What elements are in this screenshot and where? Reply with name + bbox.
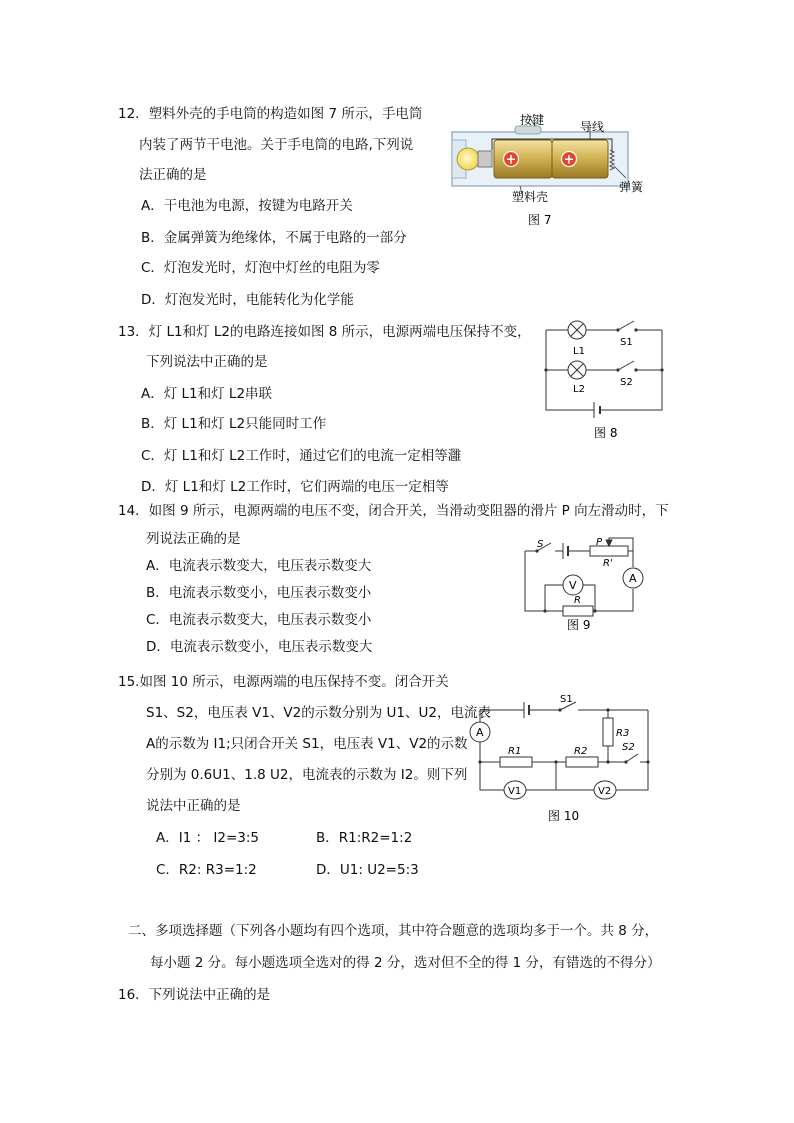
q13-option-a: A．灯 L1和灯 L2串联 [141,386,273,402]
q12-option-a: A．干电池为电源，按键为电路开关 [141,198,353,214]
q15-option-b: B．R1:R2=1:2 [316,830,413,846]
fig9-label-r: R [574,595,581,606]
q12-stem-line3: 法正确的是 [139,167,207,183]
battery-icon [494,140,552,178]
fig10-label-s2: S2 [622,742,635,753]
fig10-label-r3: R3 [616,728,630,739]
q12-option-d: D．灯泡发光时，电能转化为化学能 [141,292,354,308]
fig8-caption: 图 8 [594,426,618,440]
figure-8-circuit [540,316,700,446]
q15-stem-line2: S1、S2，电压表 V1、V2的示数分别为 U1、U2，电流表 [146,705,491,721]
q13-option-c: C．灯 L1和灯 L2工作时，通过它们的电流一定相等灉 [141,448,462,464]
q16-stem: 16．下列说法中正确的是 [118,987,271,1003]
fig9-label-a: A [629,572,637,585]
fig9-caption: 图 9 [567,618,591,632]
q14-option-c: C．电流表示数变大，电压表示数变小 [146,612,372,628]
q15-stem-line3: A的示数为 I1;只闭合开关 S1，电压表 V1、V2的示数 [146,736,468,752]
q14-stem-line2: 列说法正确的是 [146,531,241,547]
section2-heading-line2: 每小题 2 分。每小题选项全选对的得 2 分，选对但不全的得 1 分，有错选的不得分） [150,955,661,971]
fig10-label-v2: V2 [598,786,612,797]
q12-option-b: B．金属弹簧为绝缘体，不属于电路的一部分 [141,230,407,246]
q14-option-b: B．电流表示数变小，电压表示数变小 [146,585,372,601]
q13-stem-line2: 下列说法中正确的是 [146,354,268,370]
fig8-label-l1: L1 [573,346,585,357]
fig10-label-r2: R2 [574,746,588,757]
fig7-label-wire: 导线 [580,120,605,134]
fig7-caption: 图 7 [528,213,552,227]
fig9-label-v: V [569,579,577,592]
q15-stem-line1: 15.如图 10 所示，电源两端的电压保持不变。闭合开关 [118,674,449,690]
q15-stem-line5: 说法中正确的是 [146,798,241,814]
fig7-label-key: 按键 [520,113,545,127]
bulb-icon [457,148,479,170]
fig10-label-v1: V1 [508,786,522,797]
figure-7-flashlight [450,106,675,231]
q13-option-d: D．灯 L1和灯 L2工作时，它们两端的电压一定相等 [141,479,449,495]
fig8-label-s2: S2 [620,377,633,388]
fig7-label-spring: 弹簧 [619,180,644,194]
section2-heading-line1: 二、多项选择题（下列各小题均有四个选项，其中符合题意的选项均多于一个。共 8 分， [128,923,659,939]
fig10-label-a: A [476,726,484,739]
fig10-caption: 图 10 [548,809,580,823]
fig9-label-rp: R' [603,558,613,569]
q15-option-a: A．I1 ： I2=3:5 [156,830,259,846]
figure-9-circuit [515,535,665,635]
q13-stem-line1: 13．灯 L1和灯 L2的电路连接如图 8 所示，电源两端电压保持不变， [118,324,531,340]
fig9-label-p: P [596,537,603,548]
figure-10-circuit [466,690,661,830]
lamp-icon [568,321,586,339]
q12-option-c: C．灯泡发光时，灯泡中灯丝的电阻为零 [141,260,380,276]
svg-text:+: + [505,152,517,168]
q14-stem-line1: 14．如图 9 所示，电源两端的电压不变，闭合开关，当滑动变阻器的滑片 P 向左滑动时，下 [118,503,669,519]
q15-option-d: D．U1: U2=5:3 [316,862,419,878]
fig7-label-shell: 塑料壳 [512,190,549,204]
fig10-label-r1: R1 [508,746,522,757]
q13-option-b: B．灯 L1和灯 L2只能同时工作 [141,416,327,432]
q14-option-d: D．电流表示数变小，电压表示数变大 [146,639,373,655]
q15-stem-line4: 分别为 0.6U1、1.8 U2，电流表的示数为 I2。则下列 [146,767,468,783]
q15-option-c: C．R2: R3=1:2 [156,862,257,878]
q14-option-a: A．电流表示数变大，电压表示数变大 [146,558,372,574]
fig9-label-s: S [537,539,544,550]
fig10-label-s1: S1 [560,694,573,705]
battery-icon [552,140,608,178]
svg-text:+: + [563,152,575,168]
fig8-label-s1: S1 [620,337,633,348]
fig8-label-l2: L2 [573,384,585,395]
q12-stem-line1: 12．塑料外壳的手电筒的构造如图 7 所示，手电筒 [118,106,423,122]
q12-stem-line2: 内装了两节干电池。关于手电筒的电路,下列说 [139,137,414,153]
lamp-icon [568,361,586,379]
